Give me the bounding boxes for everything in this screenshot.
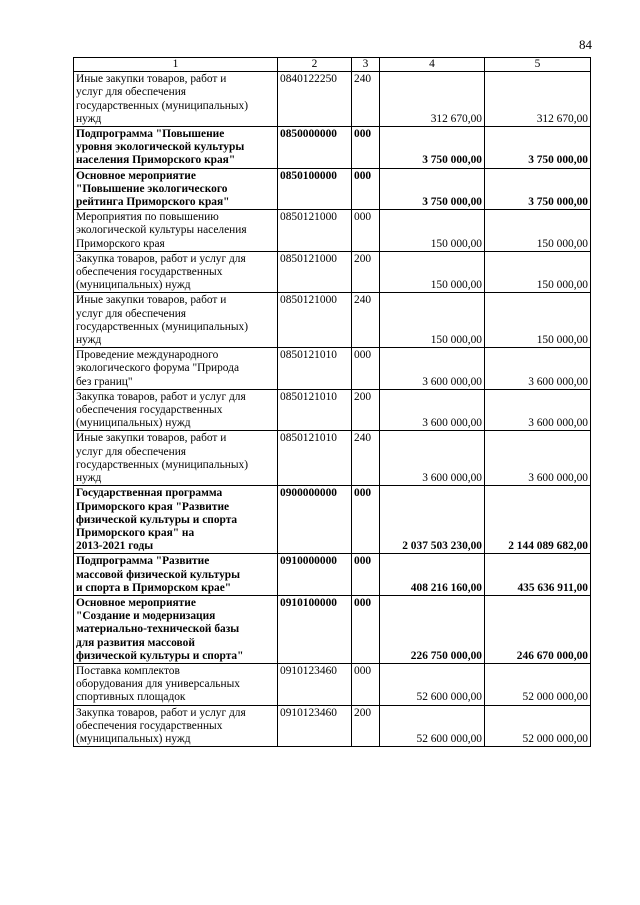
row-code-cell: 0850121000 <box>278 210 352 252</box>
row-name-line: физической культуры и спорта <box>76 513 238 526</box>
row-name-line: Иные закупки товаров, работ и <box>76 73 227 86</box>
row-name-line: Государственная программа <box>76 487 223 500</box>
row-value-2021-cell: 2 144 089 682,00 <box>485 486 591 554</box>
row-code-cell: 0850000000 <box>278 127 352 169</box>
row-name-line: уровня экологической культуры <box>76 141 245 154</box>
row-type-cell: 240 <box>352 293 380 348</box>
row-name-line: "Создание и модернизация <box>76 610 216 623</box>
row-name-line: Приморского края" на <box>76 526 195 539</box>
row-type-cell: 000 <box>352 127 380 169</box>
table-row <box>74 127 591 169</box>
row-name-line: без границ" <box>76 375 133 388</box>
table-row <box>74 663 591 705</box>
row-name-line: Приморского края <box>76 237 165 250</box>
row-name-line: 2013-2021 годы <box>76 540 154 553</box>
row-name-line: услуг для обеспечения <box>76 445 187 458</box>
row-value-2020-cell: 2 037 503 230,00 <box>380 486 485 554</box>
table-row <box>74 431 591 486</box>
row-name-line: и спорта в Приморском крае" <box>76 581 232 594</box>
row-name-line: Иные закупки товаров, работ и <box>76 432 227 445</box>
table-header-row <box>74 58 591 72</box>
row-value-2021-cell: 312 670,00 <box>485 72 591 127</box>
row-name-line: Подпрограмма "Развитие <box>76 555 210 568</box>
row-value-2020-cell: 150 000,00 <box>380 210 485 252</box>
row-value-2020-cell: 52 600 000,00 <box>380 663 485 705</box>
row-value-2020-cell: 3 600 000,00 <box>380 431 485 486</box>
column-header-5: 5 <box>485 58 591 72</box>
row-name-line: Основное мероприятие <box>76 596 196 609</box>
row-name-line: нужд <box>76 472 102 485</box>
row-name-line: массовой физической культуры <box>76 568 241 581</box>
row-type-cell: 200 <box>352 389 380 431</box>
row-name-line: экологической культуры населения <box>76 224 247 237</box>
row-name-line: Проведение международного <box>76 349 219 362</box>
row-name-line: обеспечения государственных <box>76 266 223 279</box>
row-name-line: Подпрограмма "Повышение <box>76 128 225 141</box>
row-type-cell: 000 <box>352 554 380 596</box>
row-value-2021-cell: 3 750 000,00 <box>485 127 591 169</box>
table-row <box>74 210 591 252</box>
row-type-cell: 000 <box>352 210 380 252</box>
row-type-cell: 000 <box>352 663 380 705</box>
row-name-line: Закупка товаров, работ и услуг для <box>76 252 246 265</box>
row-name-cell <box>74 431 278 486</box>
row-name-line: Приморского края "Развитие <box>76 500 230 513</box>
row-name-line: "Повышение экологического <box>76 182 228 195</box>
column-header-1: 1 <box>74 58 278 72</box>
row-type-cell: 200 <box>352 251 380 293</box>
row-name-line: государственных (муниципальных) <box>76 320 249 333</box>
row-name-line: услуг для обеспечения <box>76 86 187 99</box>
row-value-2021-cell: 150 000,00 <box>485 210 591 252</box>
row-name-line: нужд <box>76 334 102 347</box>
row-name-line: услуг для обеспечения <box>76 307 187 320</box>
row-value-2020-cell: 150 000,00 <box>380 251 485 293</box>
row-name-line: обеспечения государственных <box>76 719 223 732</box>
row-name-cell <box>74 554 278 596</box>
row-name-line: населения Приморского края" <box>76 154 236 167</box>
row-name-cell <box>74 210 278 252</box>
row-name-line: нужд <box>76 112 102 125</box>
row-code-cell: 0910123460 <box>278 705 352 747</box>
row-type-cell: 000 <box>352 486 380 554</box>
table-row <box>74 168 591 210</box>
row-type-cell: 240 <box>352 431 380 486</box>
row-code-cell: 0850121000 <box>278 293 352 348</box>
row-name-cell <box>74 486 278 554</box>
row-name-line: физической культуры и спорта" <box>76 649 244 662</box>
row-code-cell: 0910000000 <box>278 554 352 596</box>
row-value-2021-cell: 246 670 000,00 <box>485 595 591 663</box>
row-value-2021-cell: 150 000,00 <box>485 293 591 348</box>
table-row <box>74 348 591 390</box>
row-name-line: экологического форума "Природа <box>76 362 240 375</box>
row-code-cell: 0850121010 <box>278 389 352 431</box>
row-name-line: государственных (муниципальных) <box>76 99 249 112</box>
row-value-2020-cell: 408 216 160,00 <box>380 554 485 596</box>
column-header-2: 2 <box>278 58 352 72</box>
row-code-cell: 0910100000 <box>278 595 352 663</box>
table-row <box>74 251 591 293</box>
row-name-line: оборудования для универсальных <box>76 678 240 691</box>
row-name-line: Закупка товаров, работ и услуг для <box>76 706 246 719</box>
row-name-line: обеспечения государственных <box>76 404 223 417</box>
row-value-2020-cell: 3 600 000,00 <box>380 348 485 390</box>
row-value-2020-cell: 226 750 000,00 <box>380 595 485 663</box>
row-name-line: (муниципальных) нужд <box>76 732 191 745</box>
row-name-line: рейтинга Приморского края" <box>76 196 230 209</box>
row-value-2021-cell: 3 600 000,00 <box>485 431 591 486</box>
row-code-cell: 0910123460 <box>278 663 352 705</box>
table-row <box>74 486 591 554</box>
row-type-cell: 000 <box>352 168 380 210</box>
row-name-cell <box>74 72 278 127</box>
row-value-2020-cell: 3 750 000,00 <box>380 168 485 210</box>
table-row <box>74 554 591 596</box>
row-value-2021-cell: 3 600 000,00 <box>485 348 591 390</box>
budget-table <box>73 57 591 747</box>
row-name-line: материально-технической базы <box>76 623 240 636</box>
table-row <box>74 705 591 747</box>
row-name-cell <box>74 705 278 747</box>
row-code-cell: 0850121010 <box>278 431 352 486</box>
row-name-line: (муниципальных) нужд <box>76 417 191 430</box>
row-name-line: (муниципальных) нужд <box>76 279 191 292</box>
row-value-2020-cell: 150 000,00 <box>380 293 485 348</box>
row-name-cell <box>74 251 278 293</box>
row-name-cell <box>74 127 278 169</box>
row-type-cell: 000 <box>352 595 380 663</box>
column-header-4: 4 <box>380 58 485 72</box>
row-name-cell <box>74 168 278 210</box>
page-number: 84 <box>579 37 592 52</box>
row-name-line: Мероприятия по повышению <box>76 211 219 224</box>
row-name-line: Основное мероприятие <box>76 169 196 182</box>
row-value-2021-cell: 150 000,00 <box>485 251 591 293</box>
row-name-line: государственных (муниципальных) <box>76 458 249 471</box>
row-name-cell <box>74 348 278 390</box>
row-value-2021-cell: 52 000 000,00 <box>485 663 591 705</box>
row-value-2020-cell: 3 600 000,00 <box>380 389 485 431</box>
row-type-cell: 000 <box>352 348 380 390</box>
table-row <box>74 389 591 431</box>
column-header-3: 3 <box>352 58 380 72</box>
row-name-line: спортивных площадок <box>76 691 186 704</box>
row-value-2020-cell: 52 600 000,00 <box>380 705 485 747</box>
row-code-cell: 0840122250 <box>278 72 352 127</box>
row-name-line: Поставка комплектов <box>76 664 180 677</box>
row-name-cell <box>74 293 278 348</box>
row-type-cell: 200 <box>352 705 380 747</box>
row-value-2020-cell: 312 670,00 <box>380 72 485 127</box>
row-code-cell: 0850121000 <box>278 251 352 293</box>
row-code-cell: 0900000000 <box>278 486 352 554</box>
row-value-2021-cell: 3 600 000,00 <box>485 389 591 431</box>
table-row <box>74 293 591 348</box>
row-name-line: Иные закупки товаров, работ и <box>76 294 227 307</box>
row-name-line: для развития массовой <box>76 636 195 649</box>
row-name-cell <box>74 663 278 705</box>
table-row <box>74 72 591 127</box>
row-code-cell: 0850121010 <box>278 348 352 390</box>
row-name-line: Закупка товаров, работ и услуг для <box>76 390 246 403</box>
row-value-2021-cell: 52 000 000,00 <box>485 705 591 747</box>
row-code-cell: 0850100000 <box>278 168 352 210</box>
row-value-2021-cell: 435 636 911,00 <box>485 554 591 596</box>
row-name-cell <box>74 595 278 663</box>
row-value-2020-cell: 3 750 000,00 <box>380 127 485 169</box>
row-value-2021-cell: 3 750 000,00 <box>485 168 591 210</box>
row-type-cell: 240 <box>352 72 380 127</box>
row-name-cell <box>74 389 278 431</box>
table-row <box>74 595 591 663</box>
